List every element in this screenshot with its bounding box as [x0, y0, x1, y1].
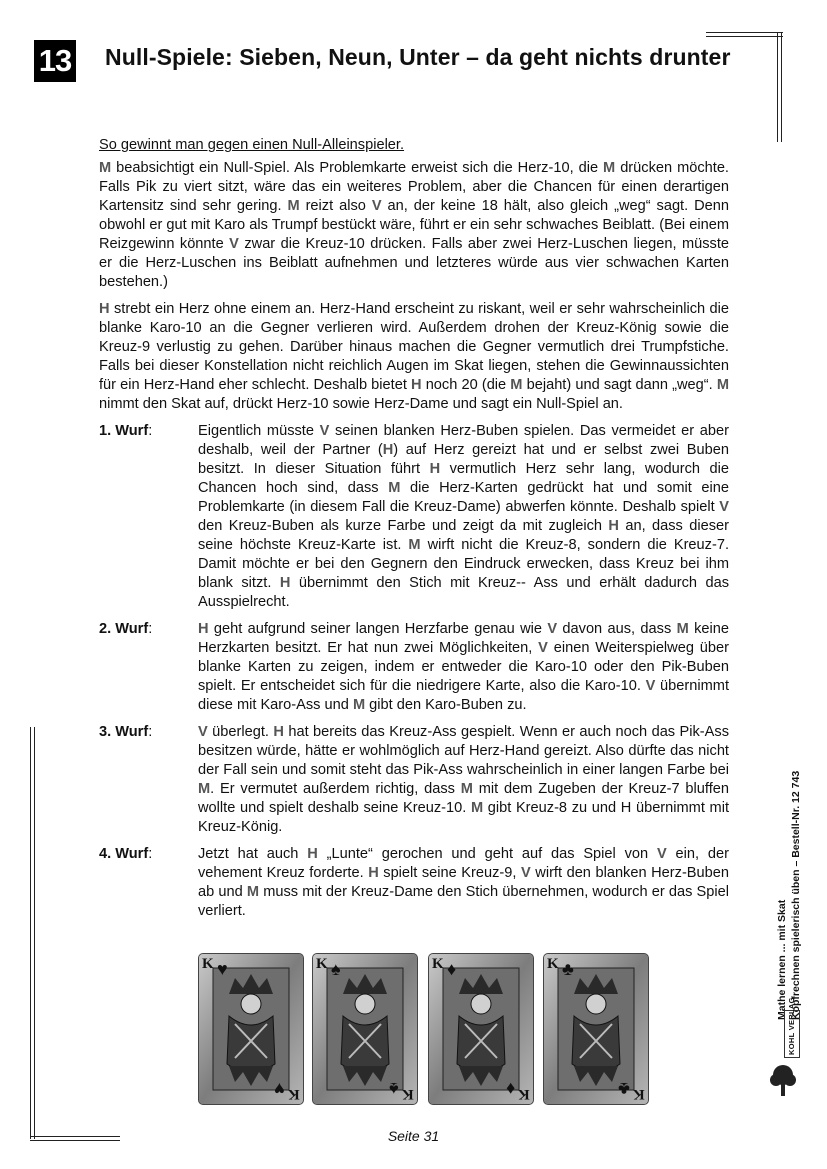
text-run: seinen blanken Herz-Buben spielen. Das vermeidet er aber deshalb, weil der Partner (	[198, 423, 729, 458]
spine-subtitle: Kopfrechnen spielerisch üben – Bestell-Nr. 12 743	[790, 770, 802, 1020]
card-suit-icon: ♣	[618, 1079, 630, 1099]
spade-king-card	[312, 953, 418, 1105]
text-run: ein, der vehement Kreuz forderte.	[198, 846, 730, 881]
player-letter: M	[603, 160, 616, 176]
player-letter: M	[99, 160, 112, 176]
player-letter: V	[198, 724, 208, 740]
text-run: drücken möchte. Falls Pik zu viert sitzt, wäre das ein weiteres Problem, aber die Chancen für einen derartigen Kartensitz sind sehr gering.	[99, 160, 729, 214]
player-letter: V	[719, 499, 729, 515]
player-letter: M	[716, 377, 729, 393]
text-run: „Lunte“ gerochen und geht auf das Spiel von	[317, 846, 657, 862]
player-letter: M	[287, 198, 300, 214]
card-suit-icon: ♠	[389, 1079, 399, 1099]
text-run: zwar die Kreuz-10 drücken. Falls aber zwei Herz-Luschen liegen, müsste er die Herz-Luschen ins Beiblatt aufnehmen und letzteres würde aus vier schwachen Karten bestehen.)	[99, 236, 729, 290]
text-run: ) auf Herz gereizt hat und er selbst zwei Buben besitzt. In dieser Situation führt	[198, 442, 729, 477]
player-letter: M	[198, 781, 211, 797]
text-run: beabsichtigt ein Null-Spiel. Als Problemkarte erweist sich die Herz-10, die	[111, 160, 604, 176]
wurf-label	[99, 723, 198, 837]
text-run: an, der keine 18 hält, also gleich „weg“ sagt. Denn obwohl er gut mit Karo als Trumpf bestückt wäre, führt er ein sehr schwaches Beiblatt. (Bei einem Reizgewinn könnte	[99, 198, 729, 252]
club-king-card	[543, 953, 649, 1105]
player-letter: V	[229, 236, 239, 252]
text-run: noch 20 (die	[421, 377, 511, 393]
wurf-label	[99, 845, 198, 921]
wurf-label	[99, 620, 198, 715]
wurf-label	[99, 422, 198, 612]
wurf-label-colon: :	[148, 846, 153, 862]
tree-icon	[768, 1062, 798, 1098]
player-letter: H	[198, 621, 209, 637]
text-run: hat bereits das Kreuz-Ass gespielt. Wenn er auch noch das Pik-Ass besitzen würde, hätte er wohlmöglich auf Herz-Hand gereizt. Also dürfte das nicht der Fall sein und somit steht das Pik-Ass wahrscheinlich in einer langen Farbe bei	[198, 724, 729, 778]
spine-text	[758, 770, 804, 1040]
player-letter: M	[352, 697, 366, 713]
card-suit-icon: ♥	[217, 959, 228, 979]
text-run: reizt also	[299, 198, 372, 214]
wurf-label-text: 2. Wurf	[99, 621, 149, 637]
frame-line-right	[777, 32, 782, 142]
publisher-name: KOHL VERLAG	[787, 997, 796, 1055]
paragraph-list	[99, 159, 729, 414]
player-letter: H	[279, 575, 291, 591]
text-run: muss mit der Kreuz-Dame den Stich übernehmen, wodurch er das Spiel verliert.	[198, 884, 729, 919]
player-letter: M	[388, 480, 401, 496]
player-letter: V	[521, 865, 531, 881]
text-run: überlegt.	[207, 724, 274, 740]
card-rank: K	[633, 1086, 645, 1102]
wurf-label-text: 4. Wurf	[99, 846, 149, 862]
wurf-item	[99, 422, 729, 612]
player-letter: H	[273, 724, 284, 740]
card-rank: K	[288, 1086, 300, 1102]
frame-line-top	[706, 32, 783, 37]
player-letter: H	[99, 301, 110, 317]
wurf-list	[99, 422, 729, 921]
text-run: davon aus, dass	[557, 621, 677, 637]
player-letter: M	[246, 884, 260, 900]
heart-king-card	[198, 953, 304, 1105]
page-title: Null-Spiele: Sieben, Neun, Unter – da geht nichts drunter	[105, 44, 731, 70]
text-run: vermutlich Herz sehr lang, wodurch die Chancen hoch sind, dass	[198, 461, 730, 496]
text-run: gibt Kreuz-8 zu und H übernimmt mit Kreuz-König.	[198, 800, 730, 835]
text-run: geht aufgrund seiner langen Herzfarbe genau wie	[208, 621, 548, 637]
player-letter: H	[382, 442, 394, 458]
player-letter: V	[656, 846, 667, 862]
player-letter: H	[429, 461, 441, 477]
paragraph	[99, 300, 729, 414]
wurf-label-text: 3. Wurf	[99, 724, 149, 740]
player-letter: V	[371, 198, 382, 214]
card-rank: K	[518, 1086, 530, 1102]
wurf-text	[198, 422, 729, 612]
section-subtitle: So gewinnt man gegen einen Null-Alleinspieler.	[99, 137, 405, 153]
player-letter: V	[319, 423, 330, 439]
wurf-item	[99, 620, 729, 715]
player-letter: V	[538, 640, 548, 656]
wurf-text	[198, 620, 729, 715]
card-suit-icon: ♥	[274, 1079, 285, 1099]
text-run: nimmt den Skat auf, drückt Herz-10 sowie Herz-Dame und sagt ein Null-Spiel an.	[99, 396, 623, 412]
player-letter: M	[470, 800, 484, 816]
card-suit-icon: ♠	[331, 959, 341, 979]
text-run: gibt den Karo-Buben zu.	[365, 697, 527, 713]
player-letter: M	[460, 781, 473, 797]
wurf-label-colon: :	[148, 724, 153, 740]
card-rank: K	[432, 956, 444, 972]
player-letter: H	[411, 377, 422, 393]
text-run: die Herz-Karten gedrückt hat und somit eine Problemkarte (in diesem Fall die Kreuz-Dame) abwerfen könnte. Deshalb spielt	[198, 480, 729, 515]
frame-line-left	[30, 727, 35, 1139]
paragraph	[99, 159, 729, 292]
card-rank: K	[402, 1086, 414, 1102]
card-rank: K	[316, 956, 328, 972]
player-letter: M	[408, 537, 421, 553]
text-run: . Er vermutet außerdem richtig, dass	[210, 781, 461, 797]
player-letter: M	[676, 621, 689, 637]
card-suit-icon: ♣	[562, 959, 574, 979]
card-rank: K	[202, 956, 214, 972]
text-run: wirft den blanken Herz-Buben ab und	[198, 865, 729, 900]
text-run: spielt seine Kreuz-9,	[378, 865, 522, 881]
card-suit-icon: ♦	[447, 959, 457, 979]
card-rank: K	[547, 956, 559, 972]
player-letter: V	[645, 678, 656, 694]
wurf-item	[99, 845, 729, 921]
wurf-text	[198, 845, 729, 921]
player-letter: H	[368, 865, 379, 881]
main-content	[99, 136, 729, 929]
text-run: Eigentlich müsste	[198, 423, 320, 439]
card-suit-icon: ♦	[505, 1079, 515, 1099]
text-run: an, dass dieser seine höchste Kreuz-Karte ist.	[198, 518, 729, 553]
text-run: mit dem Zugeben der Kreuz-7 bluffen wollte und spielt deshalb seine Kreuz-10.	[198, 781, 729, 816]
chapter-number: 13	[34, 40, 76, 82]
player-letter: V	[547, 621, 558, 637]
text-run: einen Weiterspielweg über blanke Karten zu zeigen, indem er entweder die Karo-10 oder den Pik-Buben spielt. Er entscheidet sich für die niedrigere Karte, also die Karo-10.	[198, 640, 729, 694]
text-run: übernimmt den Stich mit Kreuz-- Ass und erhält dadurch das Ausspielrecht.	[198, 575, 730, 610]
wurf-label-text: 1. Wurf	[99, 423, 149, 439]
player-letter: H	[608, 518, 619, 534]
publisher-logo	[784, 997, 800, 1058]
text-run: den Kreuz-Buben als kurze Farbe und zeigt da mit zugleich	[198, 518, 609, 534]
wurf-text	[198, 723, 729, 837]
text-run: keine Herzkarten besitzt. Er hat nun zwei Möglichkeiten,	[198, 621, 729, 656]
diamond-king-card	[428, 953, 534, 1105]
player-letter: H	[307, 846, 318, 862]
text-run: bejaht) und sagt dann „weg“.	[522, 377, 717, 393]
text-run: übernimmt diese mit Karo-Ass und	[198, 678, 729, 713]
spine-title: Mathe lernen ... mit Skat	[776, 899, 788, 1020]
text-run: Jetzt hat auch	[198, 846, 308, 862]
wurf-item	[99, 723, 729, 837]
player-letter: M	[510, 377, 523, 393]
wurf-label-colon: :	[148, 423, 153, 439]
text-run: wirft nicht die Kreuz-8, sondern die Kreuz-7. Damit möchte er bei den Gegnern den Eindruck erwecken, dass Kreuz bei ihm blank sitzt.	[198, 537, 729, 591]
text-run: strebt ein Herz ohne einem an. Herz-Hand erscheint zu riskant, weil er sehr wahrscheinlich die blanke Karo-10 an die Gegner verlieren wird. Außerdem drohen der Kreuz-König sowie die Kreuz-9 verlustig zu gehen. Darüber hinaus machen die Gegner vermutlich drei Trumpfstiche. Falls bei dieser Konstellation nicht reichlich Augen im Skat liegen, stehen die Gewinnaussichten für ein Herz-Hand eher schlecht. Deshalb bietet	[99, 301, 729, 393]
wurf-label-colon: :	[148, 621, 153, 637]
page-number: Seite 31	[387, 1128, 440, 1144]
